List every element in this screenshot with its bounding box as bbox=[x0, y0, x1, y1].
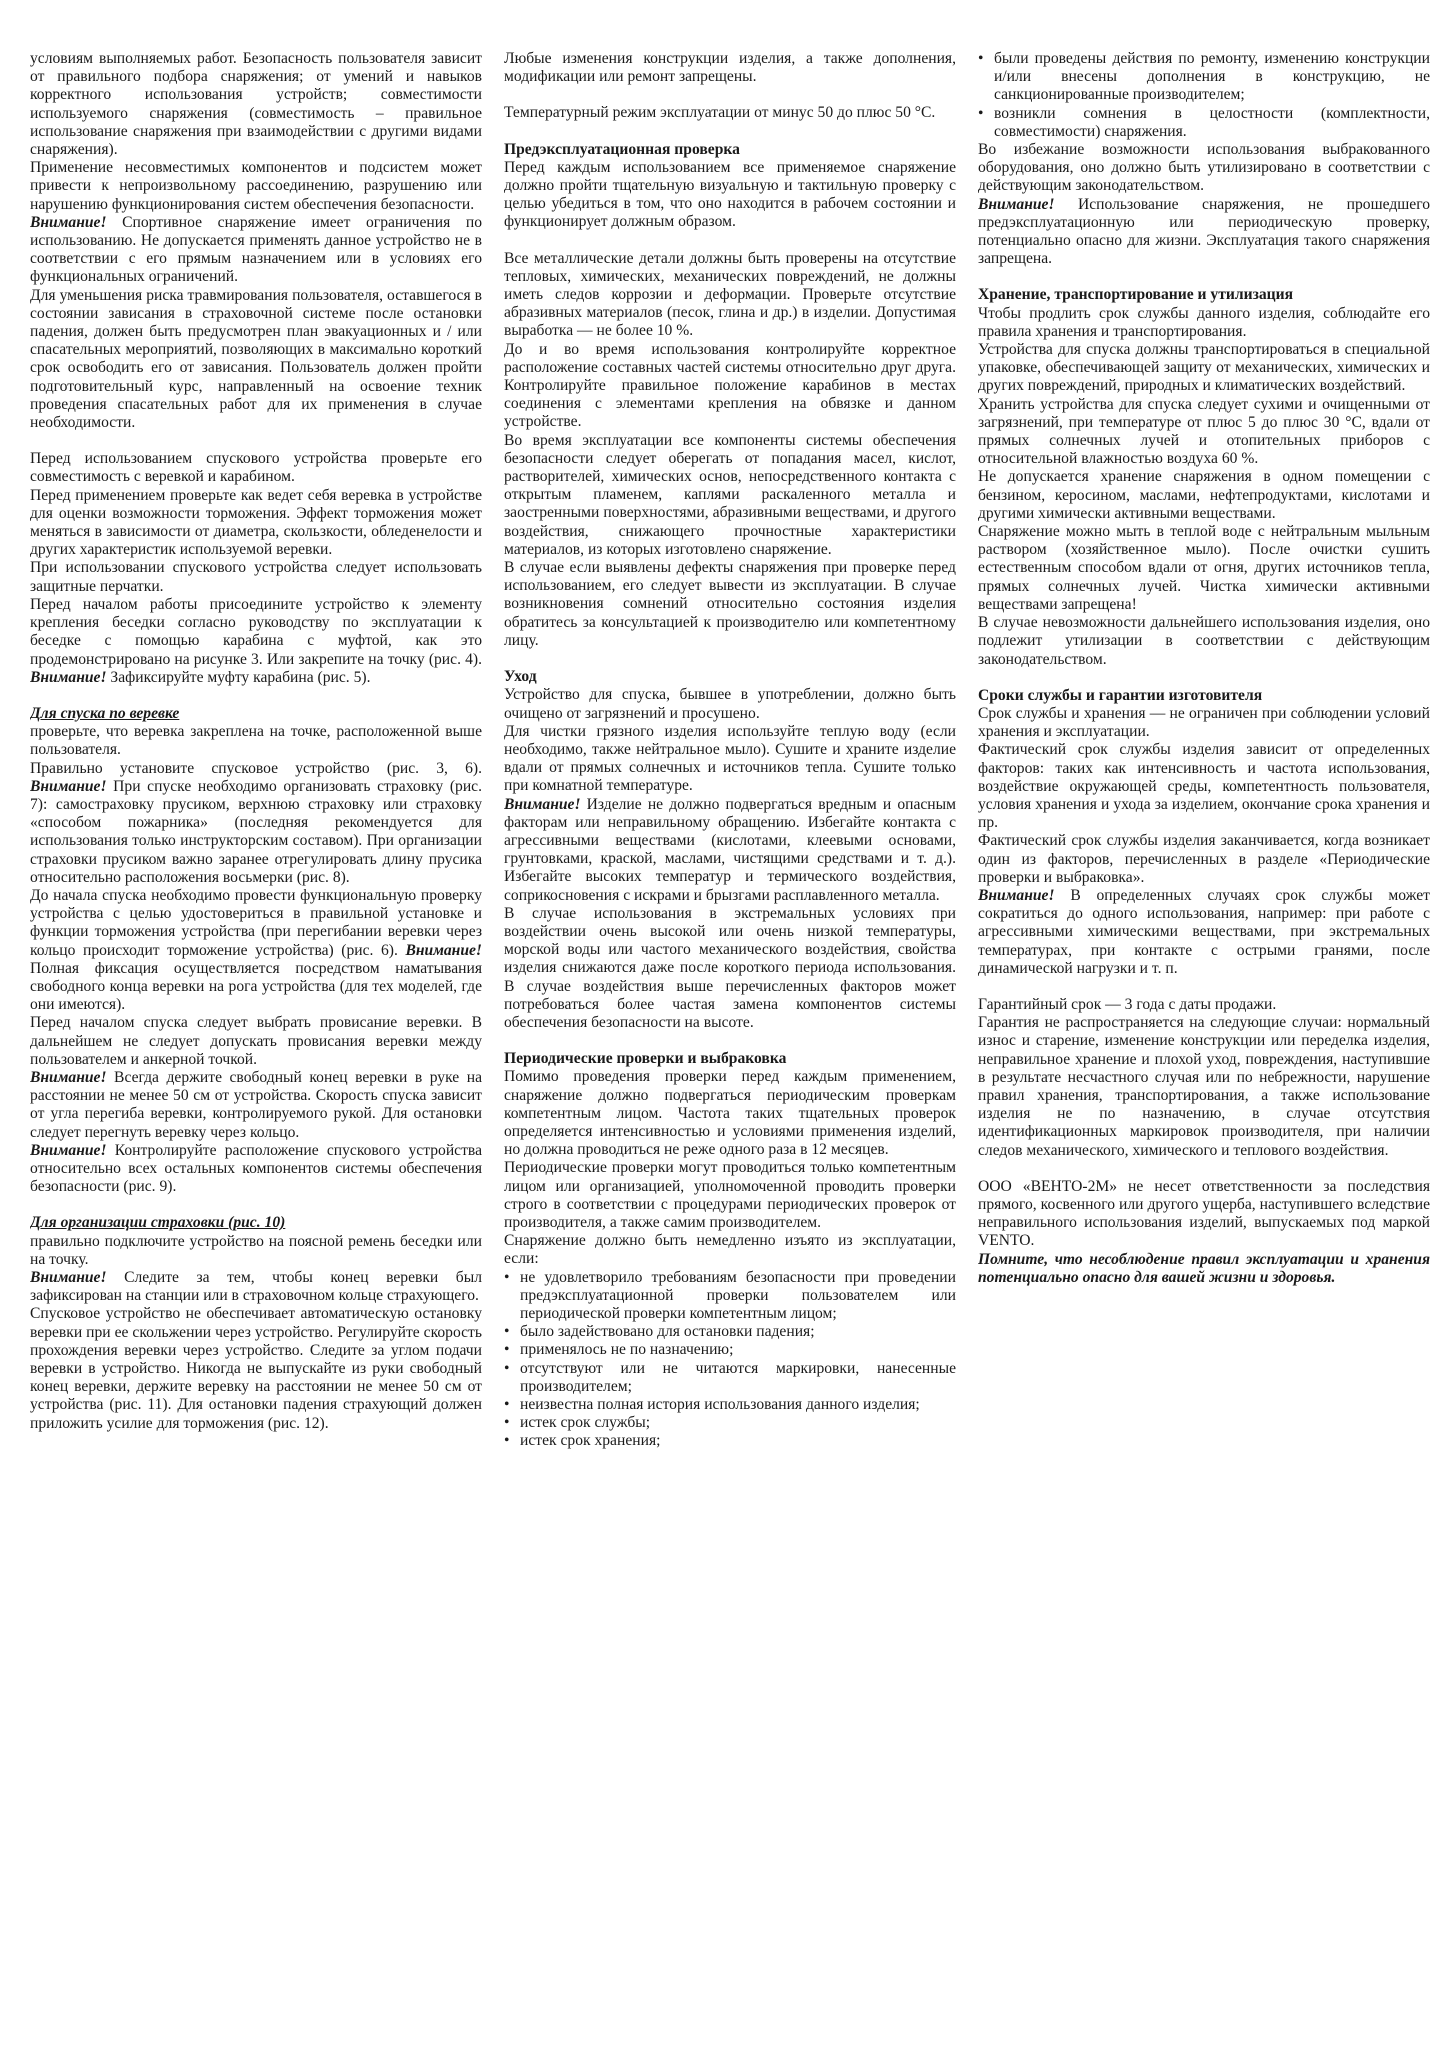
spacer bbox=[504, 1032, 956, 1050]
paragraph-text: Правильно установите спусковое устройство (рис. 3, 6). bbox=[30, 759, 482, 777]
paragraph: Перед использованием спускового устройства проверьте его совместимость с веревкой и карабином. bbox=[30, 450, 482, 486]
warning-label: Внимание! bbox=[978, 886, 1055, 904]
warning-label: Внимание! bbox=[30, 213, 107, 231]
spacer bbox=[30, 687, 482, 705]
instruction-page bbox=[30, 50, 1430, 2030]
paragraph bbox=[30, 760, 482, 887]
paragraph-text: Следите за тем, чтобы конец веревки был зафиксирован на станции или в страховочном кольце страхующего. bbox=[30, 1269, 482, 1305]
list-item: • применялось не по назначению; bbox=[504, 1341, 956, 1359]
section-heading: Для спуска по веревке bbox=[30, 704, 180, 722]
list-item: • неизвестна полная история использования данного изделия; bbox=[504, 1396, 956, 1414]
paragraph: Чтобы продлить срок службы данного изделия, соблюдайте его правила хранения и транспортирования. bbox=[978, 304, 1430, 340]
section-heading: Уход bbox=[504, 668, 537, 686]
paragraph-text: До начала спуска необходимо провести функциональную проверку устройства с целью удостовериться в правильной установке и функции торможения устройства (при перегибании веревки через кольцо происходит торможение устройства) (рис. 6). bbox=[30, 886, 482, 959]
column-1 bbox=[30, 50, 482, 2030]
spacer bbox=[978, 1160, 1430, 1178]
paragraph: Гарантия не распространяется на следующие случаи: нормальный износ и старение, изменение конструкции или переделка изделия, неправильное хранение и плохой уход, повреждения, наступившие в результате несчастного случая или по небрежности, нарушение правил хранения, транспортирования, а также использование изделия не по назначению, в случае отсутствия идентификационных маркировок производителя, при наличии следов механического, химического и теплового воздействия. bbox=[978, 1014, 1430, 1159]
warning-label: Внимание! bbox=[405, 941, 482, 959]
warning-paragraph bbox=[978, 887, 1430, 978]
paragraph: Во избежание возможности использования выбракованного оборудования, оно должно быть утилизировано в соответствии с действующим законодательством. bbox=[978, 141, 1430, 195]
paragraph: До и во время использования контролируйте корректное расположение составных частей системы относительно друг друга. Контролируйте правильное положение карабинов в местах соединения с элементами крепления на обвязке и данном устройстве. bbox=[504, 340, 956, 431]
list-item: • истек срок хранения; bbox=[504, 1432, 956, 1450]
paragraph: Периодические проверки могут проводиться только компетентным лицом или организацией, уполномоченной проводить проверки строго в соответствии с процедурами периодических проверок от производителя, а также самим производителем. bbox=[504, 1159, 956, 1231]
paragraph: Помимо проведения проверки перед каждым применением, снаряжение должно подвергаться периодическим проверкам компетентным лицом. Частота таких тщательных проверок определяется интенсивностью и условиями применения изделий, но должна проводиться не реже одного раза в 12 месяцев. bbox=[504, 1068, 956, 1159]
warning-label: Внимание! bbox=[30, 1141, 107, 1159]
column-3 bbox=[978, 50, 1430, 2030]
paragraph-text: Перед началом работы присоедините устройство к элементу крепления беседки согласно руководству по эксплуатации к беседке с помощью карабина с муфтой, как это продемонстрировано на рисунке 3. Или закрепите на точку (рис. 4). bbox=[30, 595, 482, 668]
paragraph: Снаряжение должно быть немедленно изъято из эксплуатации, если: bbox=[504, 1232, 956, 1268]
paragraph: В случае невозможности дальнейшего использования изделия, оно подлежит утилизации в соответствии с действующим законодательством. bbox=[978, 614, 1430, 668]
section-heading: Хранение, транспортирование и утилизация bbox=[978, 286, 1294, 304]
paragraph: Перед каждым использованием все применяемое снаряжение должно пройти тщательную визуальную и тактильную проверку с целью убедиться в том, что оно находится в рабочем состоянии и функционирует должным образом. bbox=[504, 158, 956, 231]
paragraph: В случае использования в экстремальных условиях при воздействии очень высокой или очень низкой температуры, морской воды или частого механического воздействия, свойства изделия снижаются даже после короткого периода использования. В случае воздействия выше перечисленных факторов может потребоваться более частая замена компонентов системы обеспечения безопасности на высоте. bbox=[504, 904, 956, 1031]
section-heading: Для организации страховки (рис. 10) bbox=[30, 1214, 286, 1232]
paragraph: Устройство для спуска, бывшее в употреблении, должно быть очищено от загрязнений и просушено. bbox=[504, 686, 956, 722]
paragraph: Во время эксплуатации все компоненты системы обеспечения безопасности следует оберегать от попадания масел, кислот, растворителей, химических основ, непосредственного контакта с открытым пламенем, каплями раскаленного металла и заостренными поверхностями, абразивными веществами, и другого воздействия, снижающего прочностные характеристики материалов, из которых изготовлено снаряжение. bbox=[504, 431, 956, 558]
warning-label: Внимание! bbox=[30, 1269, 107, 1286]
warning-paragraph bbox=[30, 1142, 482, 1197]
paragraph-text: Полная фиксация осуществляется посредством наматывания свободного конца веревки на рога устройства (для тех моделей, где они имеются). bbox=[30, 959, 482, 1014]
paragraph: Хранить устройства для спуска следует сухими и очищенными от загрязнений, при температуре от плюс 5 до плюс 30 °С, вдали от прямых солнечных лучей и отопительных приборов с относительной влажностью воздуха 60 %. bbox=[978, 395, 1430, 468]
paragraph-text: Спортивное снаряжение имеет ограничения по использованию. Не допускается применять данное устройство не в соответствии с его прямым назначением или в условиях его функциональных ограничений. bbox=[30, 213, 482, 286]
paragraph: Для чистки грязного изделия используйте теплую воду (если необходимо, также нейтральное мыло). Сушите и храните изделие вдали от прямых солнечных и источников тепла. Сушите только при комнатной температуре. bbox=[504, 722, 956, 795]
paragraph-text: При спуске необходимо организовать страховку (рис. 7): самостраховку прусиком, верхнюю страховку или страховку «способом пожарника» (последняя рекомендуется для использования только инструкторским составом). При организации страховки прусиком важно заранее отрегулировать длину прусика относительно расположения восьмерки (рис. 8). bbox=[30, 777, 482, 886]
spacer bbox=[504, 232, 956, 250]
column-2 bbox=[504, 50, 956, 2030]
spacer bbox=[30, 1196, 482, 1214]
list-item: • отсутствуют или не читаются маркировки, нанесенные производителем; bbox=[504, 1360, 956, 1396]
spacer bbox=[978, 669, 1430, 687]
paragraph: проверьте, что веревка закреплена на точке, расположенной выше пользователя. bbox=[30, 723, 482, 759]
warning-label: Внимание! bbox=[504, 795, 581, 813]
spacer bbox=[30, 432, 482, 450]
warning-label: Внимание! bbox=[30, 1068, 107, 1086]
disclaimer: ООО «ВЕНТО-2М» не несет ответственности за последствия прямого, косвенного или другого ущерба, наступившего вследствие неправильного использования изделий, выпускаемых под маркой VENTO. bbox=[978, 1177, 1430, 1250]
paragraph: При использовании спускового устройства следует использовать защитные перчатки. bbox=[30, 559, 482, 595]
paragraph-text: Изделие не должно подвергаться вредным и опасным факторам или неправильному обращению. Избегайте контакта с агрессивными веществами (кислотами, клеевыми основами, грунтовками, краской, маслами, чистящими средствами и т. д.). Избегайте высоких температур и термического воздействия, соприкосновения с искрами и брызгами расплавленного металла. bbox=[504, 795, 956, 904]
paragraph: Фактический срок службы изделия заканчивается, когда возникает один из факторов, перечисленных в разделе «Периодические проверки и выбраковка». bbox=[978, 832, 1430, 886]
spacer bbox=[504, 123, 956, 141]
warning-label: Внимание! bbox=[978, 195, 1055, 213]
paragraph-text: Зафиксируйте муфту карабина (рис. 5). bbox=[106, 668, 371, 686]
list-item: • возникли сомнения в целостности (комплектности, совместимости) снаряжения. bbox=[978, 105, 1430, 141]
spacer bbox=[504, 86, 956, 104]
section-heading: Периодические проверки и выбраковка bbox=[504, 1050, 787, 1068]
paragraph: Применение несовместимых компонентов и подсистем может привести к непроизвольному рассоединению, разрушению или нарушению функционирования систем обеспечения безопасности. bbox=[30, 159, 482, 213]
warning-paragraph bbox=[504, 796, 956, 905]
paragraph: Для уменьшения риска травмирования пользователя, оставшегося в состоянии зависания в страховочной системе после остановки падения, должен быть предусмотрен план эвакуационных и / или спасательных мероприятий, позволяющих в максимально короткий срок освободить его от зависания. Пользователь должен пройти подготовительный курс, направленный на освоение техник проведения спасательных работ для их применения в случае необходимости. bbox=[30, 286, 482, 432]
list-item: • не удовлетворило требованиям безопасности при проведении предэксплуатационной проверки пользователем или периодической проверки компетентным лицом; bbox=[504, 1269, 956, 1324]
list-item: • истек срок службы; bbox=[504, 1414, 956, 1432]
paragraph: Все металлические детали должны быть проверены на отсутствие тепловых, химических, механических повреждений, не должны иметь следов коррозии и деформации. Проверьте отсутствие абразивных материалов (песок, глина и др.) в изделии. Допустимая выработка — не более 10 %. bbox=[504, 249, 956, 340]
paragraph: В случае если выявлены дефекты снаряжения при проверке перед использованием, его следует вывести из эксплуатации. В случае возникновения сомнений относительно состояния изделия обратитесь за консультацией к производителю или компетентному лицу. bbox=[504, 559, 956, 649]
paragraph: Устройства для спуска должны транспортироваться в специальной упаковке, обеспечивающей защиту от механических, химических и других повреждений, природных и климатических воздействий. bbox=[978, 341, 1430, 395]
paragraph-text: Всегда держите свободный конец веревки в руке на расстоянии не менее 50 см от устройства. Скорость спуска зависит от угла перегиба веревки, контролируемого рукой. Для остановки следует перегнуть веревку через кольцо. bbox=[30, 1068, 482, 1141]
paragraph-text: В определенных случаях срок службы может сократиться до одного использования, например: при работе с агрессивными химическими веществами, при экстремальных температурах, при контакте с острыми гранями, после динамической нагрузки и т. п. bbox=[978, 886, 1430, 977]
warning-label: Внимание! bbox=[30, 777, 107, 795]
paragraph: Срок службы и хранения — не ограничен при соблюдении условий хранения и эксплуатации. bbox=[978, 704, 1430, 741]
paragraph bbox=[30, 887, 482, 1014]
paragraph-text: Использование снаряжения, не прошедшего предэксплуатационную или периодическую проверку, потенциально опасно для жизни. Эксплуатация такого снаряжения запрещена. bbox=[978, 195, 1430, 268]
paragraph: Спусковое устройство не обеспечивает автоматическую остановку веревки при ее скольжении через устройство. Регулируйте скорость прохождения веревки через устройство. Следите за углом подачи веревки в устройство. Никогда не выпускайте из руки свободный конец веревки, держите веревку на расстоянии не менее 50 см от устройства (рис. 11). Для остановки падения страхующий должен приложить усилие для торможения (рис. 12). bbox=[30, 1305, 482, 1432]
paragraph: Любые изменения конструкции изделия, а также дополнения, модификации или ремонт запрещены. bbox=[504, 50, 956, 86]
spacer bbox=[978, 268, 1430, 286]
section-heading: Сроки службы и гарантии изготовителя bbox=[978, 686, 1263, 704]
spacer bbox=[978, 978, 1430, 996]
paragraph: Снаряжение можно мыть в теплой воде с нейтральным мыльным раствором (хозяйственное мыло). После очистки сушить естественным способом вдали от огня, других источников тепла, прямых солнечных лучей. Чистка химически активными веществами запрещена! bbox=[978, 523, 1430, 613]
paragraph: Не допускается хранение снаряжения в одном помещении с бензином, керосином, маслами, нефтепродуктами, кислотами и другими химически активными веществами. bbox=[978, 468, 1430, 522]
warning-paragraph bbox=[30, 1069, 482, 1142]
paragraph-text: Контролируйте расположение спускового устройства относительно всех остальных компонентов системы обеспечения безопасности (рис. 9). bbox=[30, 1141, 482, 1196]
warning-paragraph bbox=[30, 1269, 482, 1305]
section-heading: Предэксплуатационная проверка bbox=[504, 140, 740, 158]
list-item: • было задействовано для остановки падения; bbox=[504, 1323, 956, 1341]
paragraph: условиям выполняемых работ. Безопасность пользователя зависит от правильного подбора снаряжения; от умений и навыков корректного использования устройств; совместимости используемого снаряжения (совместимость – правильное использование снаряжения при взаимодействии с другими видами снаряжения). bbox=[30, 50, 482, 159]
paragraph: Температурный режим эксплуатации от минус 50 до плюс 50 °С. bbox=[504, 104, 936, 122]
warning-label: Внимание! bbox=[30, 668, 107, 686]
paragraph: правильно подключите устройство на поясной ремень беседки или на точку. bbox=[30, 1232, 482, 1268]
warning-paragraph bbox=[30, 214, 482, 287]
final-warning: Помните, что несоблюдение правил эксплуатации и хранения потенциально опасно для вашей жизни и здоровья. bbox=[978, 1250, 1430, 1286]
paragraph: Фактический срок службы изделия зависит от определенных факторов: таких как интенсивность и частота использования, воздействие окружающей среды, компетентность пользователя, условия хранения и ухода за изделием, окончание срока хранения и пр. bbox=[978, 741, 1430, 832]
paragraph: Перед применением проверьте как ведет себя веревка в устройстве для оценки возможности торможения. Эффект торможения может меняться в зависимости от диаметра, скользкости, обледенелости и других характеристик используемой веревки. bbox=[30, 486, 482, 559]
warning-paragraph bbox=[978, 196, 1430, 269]
paragraph: Перед началом спуска следует выбрать провисание веревки. В дальнейшем не следует допускать провисания веревки между пользователем и анкерной точкой. bbox=[30, 1014, 482, 1068]
warranty-term: Гарантийный срок — 3 года с даты продажи. bbox=[978, 995, 1277, 1013]
list-item: • были проведены действия по ремонту, изменению конструкции и/или внесены дополнения в конструкцию, не санкционированные производителем; bbox=[978, 50, 1430, 105]
paragraph bbox=[30, 596, 482, 687]
spacer bbox=[504, 650, 956, 668]
